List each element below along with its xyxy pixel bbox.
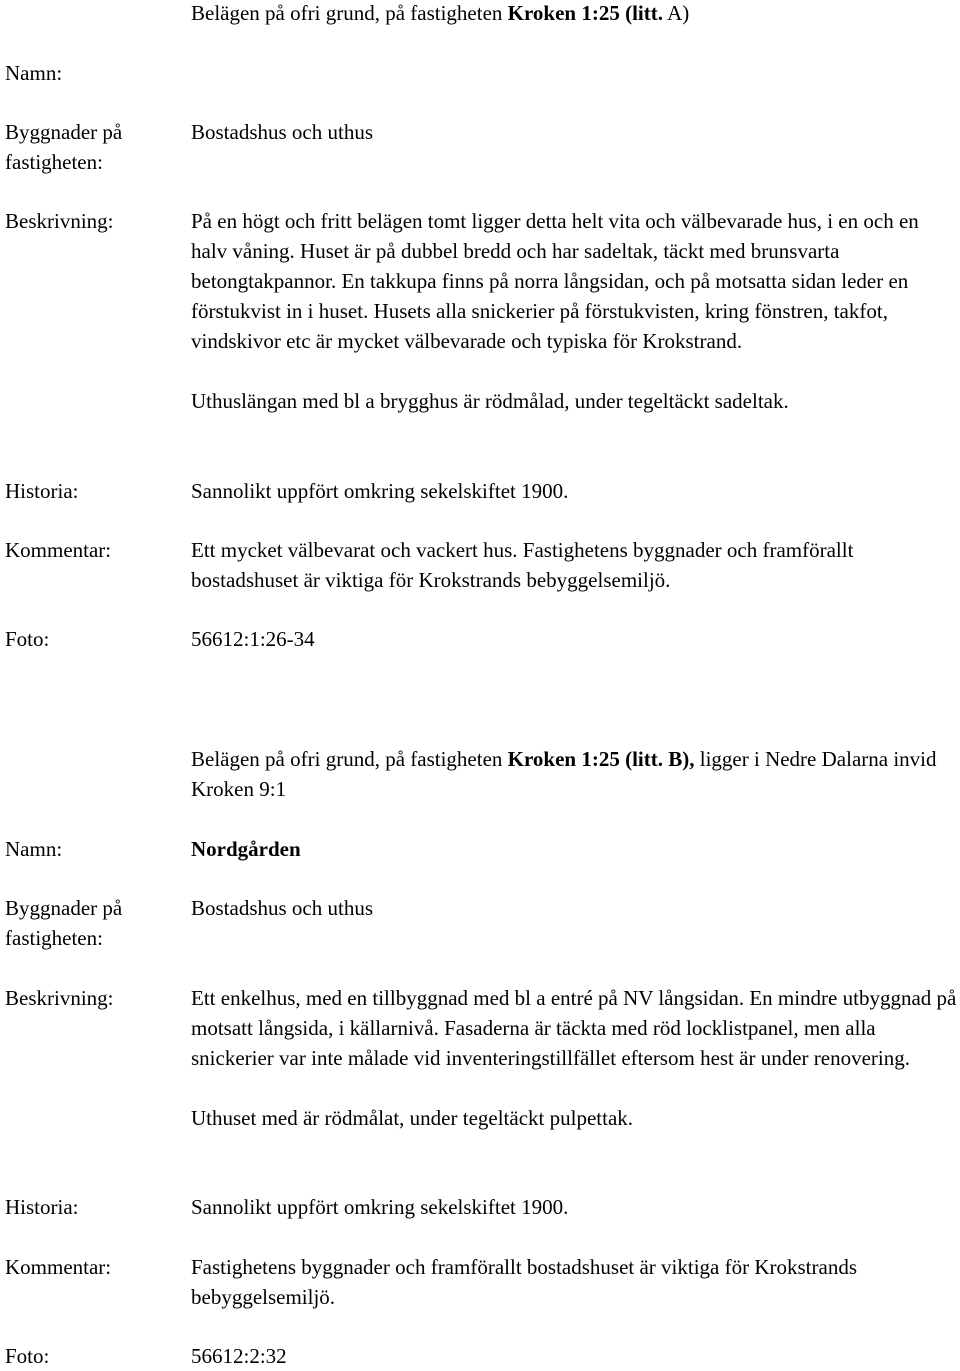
property-designation: Kroken 1:25 (litt. (507, 747, 663, 771)
photo-reference: 56612:2:32 (191, 1344, 287, 1368)
photo-label: Foto: (5, 627, 50, 651)
location-prefix: Belägen på ofri grund, på fastigheten (191, 747, 508, 771)
description-label: Beskrivning: (5, 986, 114, 1010)
location-text (191, 0, 960, 28)
description-paragraph: Ett enkelhus, med en tillbyggnad med bl a entré på NV långsidan. En mindre utbyggnad på motsatt långsida, i källarnivå. Fasaderna är täckta med röd locklistpanel, men alla snickerier var inte målade vid inventeringstillfället eftersom hest är under renovering. (191, 986, 957, 1070)
photo-label: Foto: (5, 1344, 50, 1368)
description-value (191, 206, 960, 416)
description-value (191, 983, 960, 1133)
buildings-value: Bostadshus och uthus (191, 120, 374, 144)
description-paragraph: Uthuset med är rödmålat, under tegeltäckt pulpettak. (191, 1106, 634, 1130)
description-paragraph: På en högt och fritt belägen tomt ligger detta helt vita och välbevarade hus, i en och en halv våning. Huset är på dubbel bredd och har sadeltak, täckt med brunsvarta betongtakpannor. En takkupa finns på norra långsidan, och på motsatta sidan leder en förstukvist in i huset. Husets alla snickerier på förstukvisten, kring fönstren, takfot, vindskivor etc är mycket välbevarade och typiska för Krokstrand. (191, 209, 919, 353)
name-value: Nordgården (191, 837, 301, 861)
property-designation: Kroken 1:25 (litt. (507, 1, 663, 25)
history-label: Historia: (5, 479, 79, 503)
history-label: Historia: (5, 1195, 79, 1219)
name-label: Namn: (5, 61, 63, 85)
buildings-label: Byggnader på fastigheten: (5, 120, 123, 174)
photo-reference: 56612:1:26-34 (191, 627, 315, 651)
name-label: Namn: (5, 837, 63, 861)
location-text (191, 744, 960, 804)
location-suffix: ligger i Nedre Dalarna invid Kroken 9:1 (191, 747, 937, 801)
property-variant: A) (663, 1, 690, 25)
buildings-value: Bostadshus och uthus (191, 896, 374, 920)
location-prefix: Belägen på ofri grund, på fastigheten (191, 1, 508, 25)
comment-label: Kommentar: (5, 538, 112, 562)
comment-value: Fastighetens byggnader och framförallt bostadshuset är viktiga för Krokstrands bebyggelsemiljö. (191, 1255, 858, 1309)
description-label: Beskrivning: (5, 209, 114, 233)
comment-label: Kommentar: (5, 1255, 112, 1279)
history-value: Sannolikt uppfört omkring sekelskiftet 1900. (191, 1195, 569, 1219)
property-variant: B), (663, 747, 695, 771)
comment-value: Ett mycket välbevarat och vackert hus. Fastighetens byggnader och framförallt bostadshuset är viktiga för Krokstrands bebyggelsemiljö. (191, 538, 854, 592)
history-value: Sannolikt uppfört omkring sekelskiftet 1900. (191, 479, 569, 503)
description-paragraph: Uthuslängan med bl a brygghus är rödmålad, under tegeltäckt sadeltak. (191, 389, 789, 413)
buildings-label: Byggnader på fastigheten: (5, 896, 123, 950)
